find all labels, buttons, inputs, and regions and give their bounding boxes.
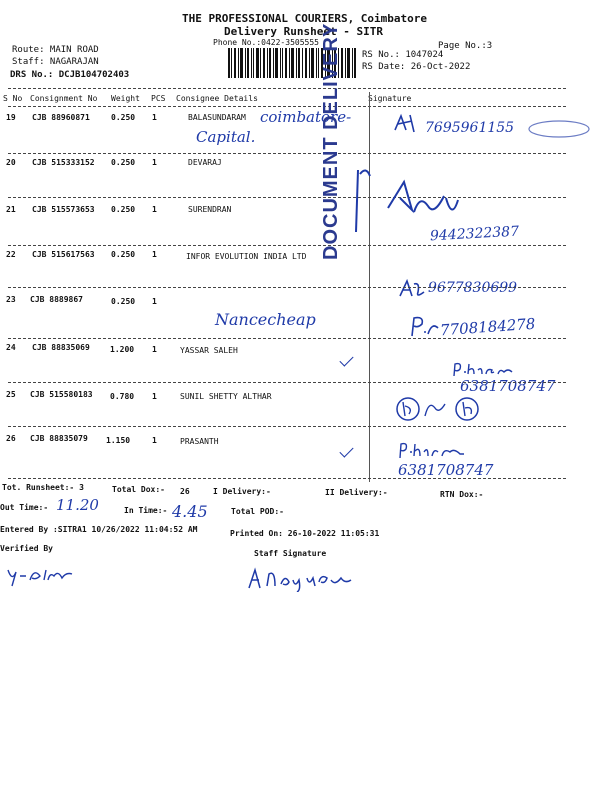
in-time-value: 4.45: [172, 502, 208, 521]
row-25-consignee: SUNIL SHETTY ALTHAR: [180, 392, 272, 401]
out-time-value: 11.20: [56, 496, 99, 514]
row-26-consignment: CJB 88835079: [30, 434, 88, 443]
row-24-weight: 1.200: [110, 345, 135, 354]
row-24-consignment: CJB 88835069: [32, 343, 90, 352]
row-24-pcs: 1: [152, 345, 157, 354]
row-21-weight: 0.250: [111, 205, 136, 214]
row-22-pcs: 1: [152, 250, 157, 259]
row-26-signature-phone: 6381708747: [398, 461, 494, 479]
header-bottom-rule: [8, 106, 566, 107]
row-21-consignment: CJB 515573653: [32, 205, 95, 214]
col-pcs: PCS: [151, 94, 166, 103]
row-22-signature-initials: [398, 278, 426, 298]
staff-signature-label: Staff Signature: [254, 549, 327, 558]
i-delivery-label: I Delivery:-: [213, 487, 271, 496]
verified-by-label: Verified By: [0, 544, 53, 553]
rs-number: RS No.: 1047024: [362, 50, 444, 60]
row-19-sno: 19: [6, 113, 16, 122]
row-24-signature-name: [452, 360, 514, 378]
row-22-weight: 0.250: [111, 250, 136, 259]
row-25-consignment: CJB 515580183: [30, 390, 93, 399]
row-26-tick-mark: [339, 443, 353, 457]
row-22-consignee: INFOR EVOLUTION INDIA LTD: [186, 252, 307, 261]
row-23-consignment: CJB 8889867: [30, 295, 83, 304]
row-25-signature-circles: [395, 396, 485, 422]
row-23-sno: 23: [6, 295, 16, 304]
rtn-dox-label: RTN Dox:-: [440, 490, 484, 499]
row-19-weight: 0.250: [111, 113, 136, 122]
row-26-consignee: PRASANTH: [180, 437, 219, 446]
row-25-sno: 25: [6, 390, 16, 399]
row-22-signature-phone: 9677830699: [428, 280, 518, 296]
row-24-signature-phone: 6381708747: [460, 377, 556, 395]
entered-by: Entered By :SITRA1 10/26/2022 11:04:52 AM: [0, 525, 198, 534]
row-19-handwritten-note-2: Capital.: [196, 128, 256, 146]
row-24-sno: 24: [6, 343, 16, 352]
row-21-rule: [8, 245, 566, 246]
phone-number: Phone No.:0422-3505555: [213, 38, 319, 47]
staff-signature: [245, 566, 357, 592]
company-title: THE PROFESSIONAL COURIERS, Coimbatore: [182, 12, 428, 25]
row-19-signature-phone: 7695961155: [425, 120, 515, 136]
col-weight: Weight: [111, 94, 140, 103]
route-label: Route: MAIN ROAD: [12, 45, 99, 55]
row-24-rule: [8, 382, 566, 383]
page-number: Page No.:3: [438, 41, 493, 51]
printed-on: Printed On: 26-10-2022 11:05:31: [230, 529, 380, 538]
document-title: Delivery Runsheet - SITR: [224, 25, 383, 38]
total-dox-value: 26: [180, 487, 190, 496]
row-23-pcs: 1: [152, 297, 157, 306]
row-26-pcs: 1: [152, 436, 157, 445]
row-19-signature-mark: [392, 112, 422, 136]
row-25-rule: [8, 426, 566, 427]
row-26-signature-name: [398, 440, 470, 460]
row-24-consignee: YASSAR SALEH: [180, 346, 238, 355]
row-26-weight: 1.150: [106, 436, 131, 445]
row-19-handwritten-note: coimbatore-: [260, 108, 352, 126]
total-runsheet: Tot. Runsheet:- 3: [2, 483, 84, 492]
row-20-consignment: CJB 515333152: [32, 158, 95, 167]
row-23-rule: [8, 338, 566, 339]
row-24-tick-mark: [339, 352, 353, 366]
row-21-signature-phone: 9442322387: [429, 223, 520, 245]
staff-label: Staff: NAGARAJAN: [12, 57, 99, 67]
row-19-oval-stamp: [526, 118, 592, 140]
drs-number: DRS No.: DCJB104702403: [10, 70, 130, 80]
rs-date: RS Date: 26-Oct-2022: [362, 62, 471, 72]
row-22-rule: [8, 287, 566, 288]
total-dox-label: Total Dox:-: [112, 485, 165, 494]
col-sno: S No: [3, 94, 23, 103]
row-23-weight: 0.250: [111, 297, 136, 306]
col-signature: Signature: [368, 94, 412, 103]
out-time-label: Out Time:-: [0, 503, 49, 512]
col-consignment: Consignment No: [30, 94, 98, 103]
row-26-sno: 26: [6, 434, 16, 443]
row-19-consignee: BALASUNDARAM: [188, 113, 246, 122]
row-21-pcs: 1: [152, 205, 157, 214]
col-consignee: Consignee Details: [176, 94, 258, 103]
row-19-pcs: 1: [152, 113, 157, 122]
in-time-label: In Time:-: [124, 506, 168, 515]
row-22-consignment: CJB 515617563: [32, 250, 95, 259]
document-delivery-stamp: DOCUMENT DELIVERY: [320, 22, 342, 260]
row-21-signature-scribble: [348, 160, 468, 235]
row-20-sno: 20: [6, 158, 16, 167]
row-20-weight: 0.250: [111, 158, 136, 167]
row-25-pcs: 1: [152, 392, 157, 401]
row-23-signature-initials: [408, 314, 442, 338]
row-20-pcs: 1: [152, 158, 157, 167]
total-pod-label: Total POD:-: [231, 507, 284, 516]
row-19-rule: [8, 153, 566, 154]
row-22-sno: 22: [6, 250, 16, 259]
header-top-rule: [8, 88, 566, 89]
row-26-rule: [8, 478, 566, 479]
row-19-consignment: CJB 88960871: [32, 113, 90, 122]
row-21-sno: 21: [6, 205, 16, 214]
row-25-weight: 0.780: [110, 392, 135, 401]
ii-delivery-label: II Delivery:-: [325, 488, 388, 497]
verifier-signature: [4, 562, 76, 588]
row-21-consignee: SURENDRAN: [188, 205, 232, 214]
row-20-rule: [8, 197, 566, 198]
row-23-signature-phone: 7708184278: [439, 314, 536, 340]
row-20-consignee: DEVARAJ: [188, 158, 222, 167]
row-23-handwritten-consignee: Nancecheap: [215, 310, 316, 329]
